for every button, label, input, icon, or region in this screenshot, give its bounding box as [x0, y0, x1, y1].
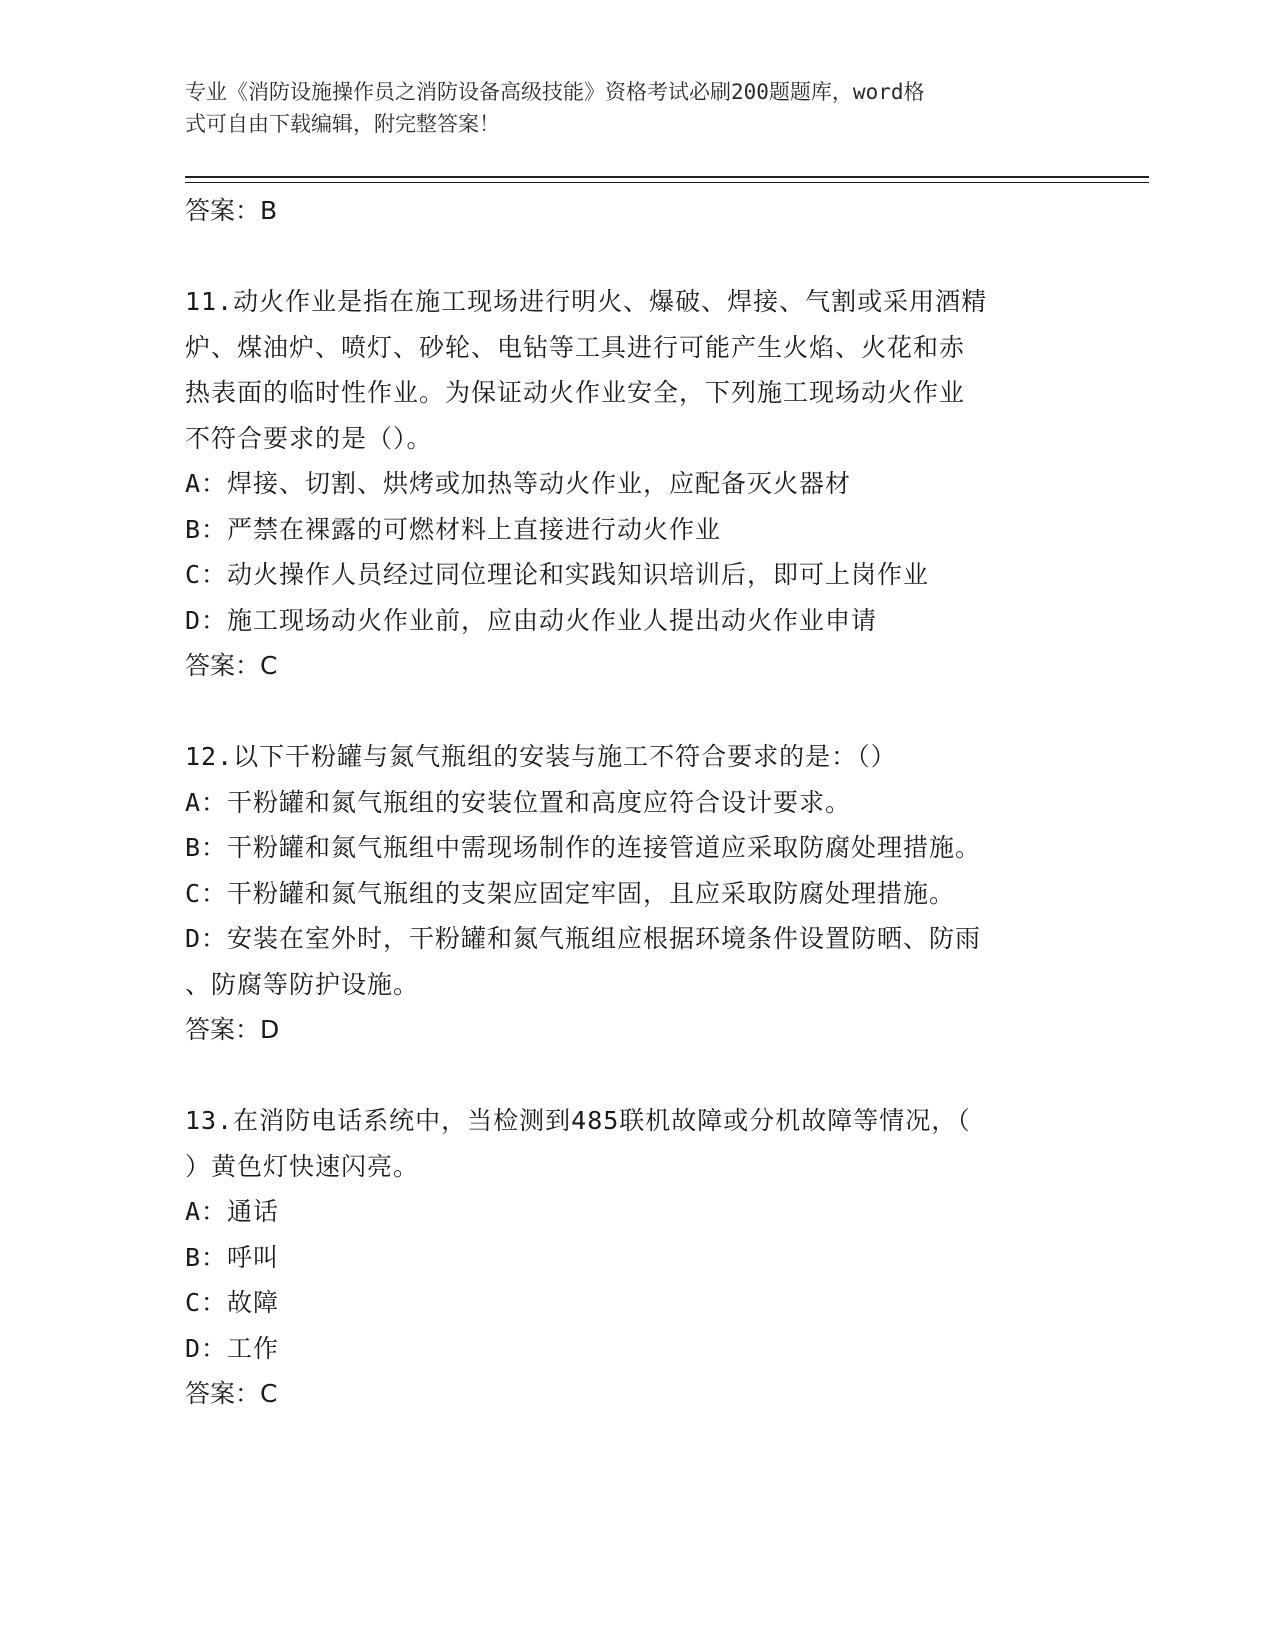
- header-divider-thin: [185, 182, 1149, 183]
- option-a: A：焊接、切割、烘烤或加热等动火作业，应配备灭火器材: [185, 469, 852, 498]
- option-d: D：施工现场动火作业前，应由动火作业人提出动火作业申请: [185, 605, 878, 635]
- document-header: [185, 76, 1065, 140]
- spacer: [185, 689, 1085, 735]
- header-line-2: 式可自由下载编辑，附完整答案！: [185, 112, 500, 136]
- answer-line: 答案：C: [185, 651, 278, 680]
- option-b: B：呼叫: [185, 1242, 280, 1272]
- option-b: B：严禁在裸露的可燃材料上直接进行动火作业: [185, 514, 722, 544]
- question-text-line: 12.以下干粉罐与氮气瓶组的安装与施工不符合要求的是：（）: [185, 742, 897, 771]
- option-d: D：工作: [185, 1333, 280, 1363]
- question-text-line: 13.在消防电话系统中，当检测到485联机故障或分机故障等情况，（: [185, 1106, 971, 1135]
- option-c: C：动火操作人员经过同位理论和实践知识培训后，即可上岗作业: [185, 560, 930, 589]
- question-13: [185, 1098, 1085, 1417]
- option-d: D：安装在室外时，干粉罐和氮气瓶组应根据环境条件设置防晒、防雨: [185, 924, 982, 953]
- question-12: [185, 734, 1085, 1053]
- option-c: C：干粉罐和氮气瓶组的支架应固定牢固，且应采取防腐处理措施。: [185, 878, 956, 908]
- question-text-line: 炉、煤油炉、喷灯、砂轮、电钻等工具进行可能产生火焰、火花和赤: [185, 332, 966, 362]
- question-text-line: ）黄色灯快速闪亮。: [185, 1151, 420, 1181]
- question-text-line: 11.动火作业是指在施工现场进行明火、爆破、焊接、气割或采用酒精: [185, 287, 988, 316]
- question-text-line: 不符合要求的是（）。: [185, 423, 433, 453]
- document-body: [185, 188, 1085, 1417]
- option-d-continued: 、防腐等防护设施。: [185, 969, 420, 999]
- spacer: [185, 1053, 1085, 1099]
- option-c: C：故障: [185, 1288, 280, 1317]
- header-divider-thick: [185, 176, 1149, 178]
- answer-line: 答案：C: [185, 1379, 278, 1408]
- answer-line: 答案：B: [185, 196, 278, 225]
- option-b: B：干粉罐和氮气瓶组中需现场制作的连接管道应采取防腐处理措施。: [185, 833, 982, 862]
- answer-line: 答案：D: [185, 1015, 280, 1044]
- question-text-line: 热表面的临时性作业。为保证动火作业安全，下列施工现场动火作业: [185, 378, 966, 407]
- header-line-1: 专业《消防设施操作员之消防设备高级技能》资格考试必刷200题题库，word格: [185, 80, 925, 104]
- option-a: A：干粉罐和氮气瓶组的安装位置和高度应符合设计要求。: [185, 787, 852, 817]
- question-11: [185, 279, 1085, 689]
- option-a: A：通话: [185, 1197, 280, 1226]
- spacer: [185, 234, 1085, 280]
